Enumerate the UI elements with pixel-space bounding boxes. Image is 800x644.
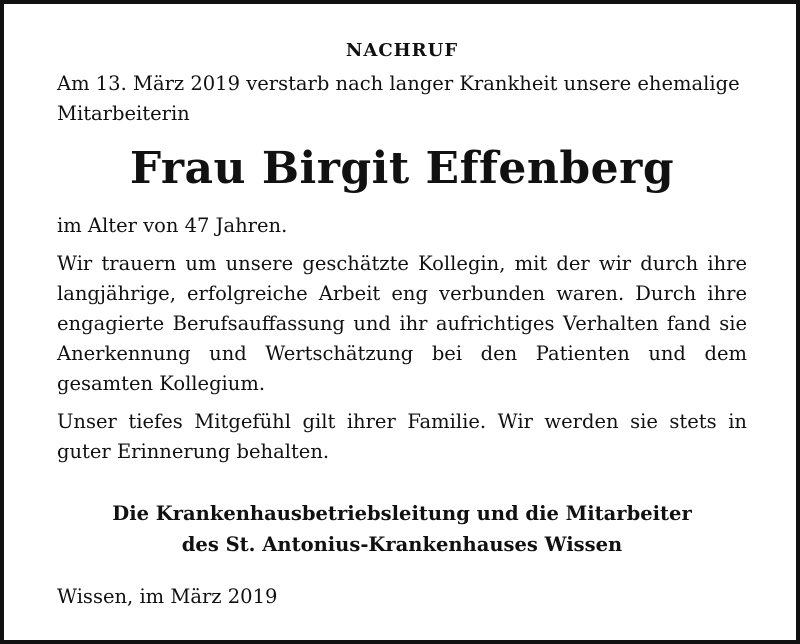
notice-content: [57, 40, 747, 612]
signature-block: [57, 498, 747, 560]
intro-line-1: Am 13. März 2019 verstarb nach langer Krankheit unsere ehemalige: [57, 72, 740, 95]
deceased-name: Frau Birgit Effenberg: [129, 143, 675, 194]
notice-heading: NACHRUF: [345, 40, 459, 61]
intro-line-2: Mitarbeiterin: [57, 102, 190, 125]
condolence-paragraph: Unser tiefes Mitgefühl gilt ihrer Familie. Wir werden sie stets in guter Erinnerung behalten.: [57, 410, 747, 463]
place-and-date: Wissen, im März 2019: [57, 585, 278, 608]
tribute-paragraph: Wir trauern um unsere geschätzte Kollegin, mit der wir durch ihre langjährige, erfolgreiche Arbeit eng verbunden waren. Durch ihre engagierte Berufsauffassung und ihr aufrichtiges Verhalten fand sie Anerkennung und Wertschätzung bei den Patienten und dem gesamten Kollegium.: [57, 252, 747, 395]
signature-line-2: des St. Antonius-Krankenhauses Wissen: [181, 533, 623, 556]
intro-text: [57, 69, 747, 129]
signature-line-1: Die Krankenhausbetriebsleitung und die Mitarbeiter: [112, 502, 692, 525]
age-line: im Alter von 47 Jahren.: [57, 214, 288, 237]
